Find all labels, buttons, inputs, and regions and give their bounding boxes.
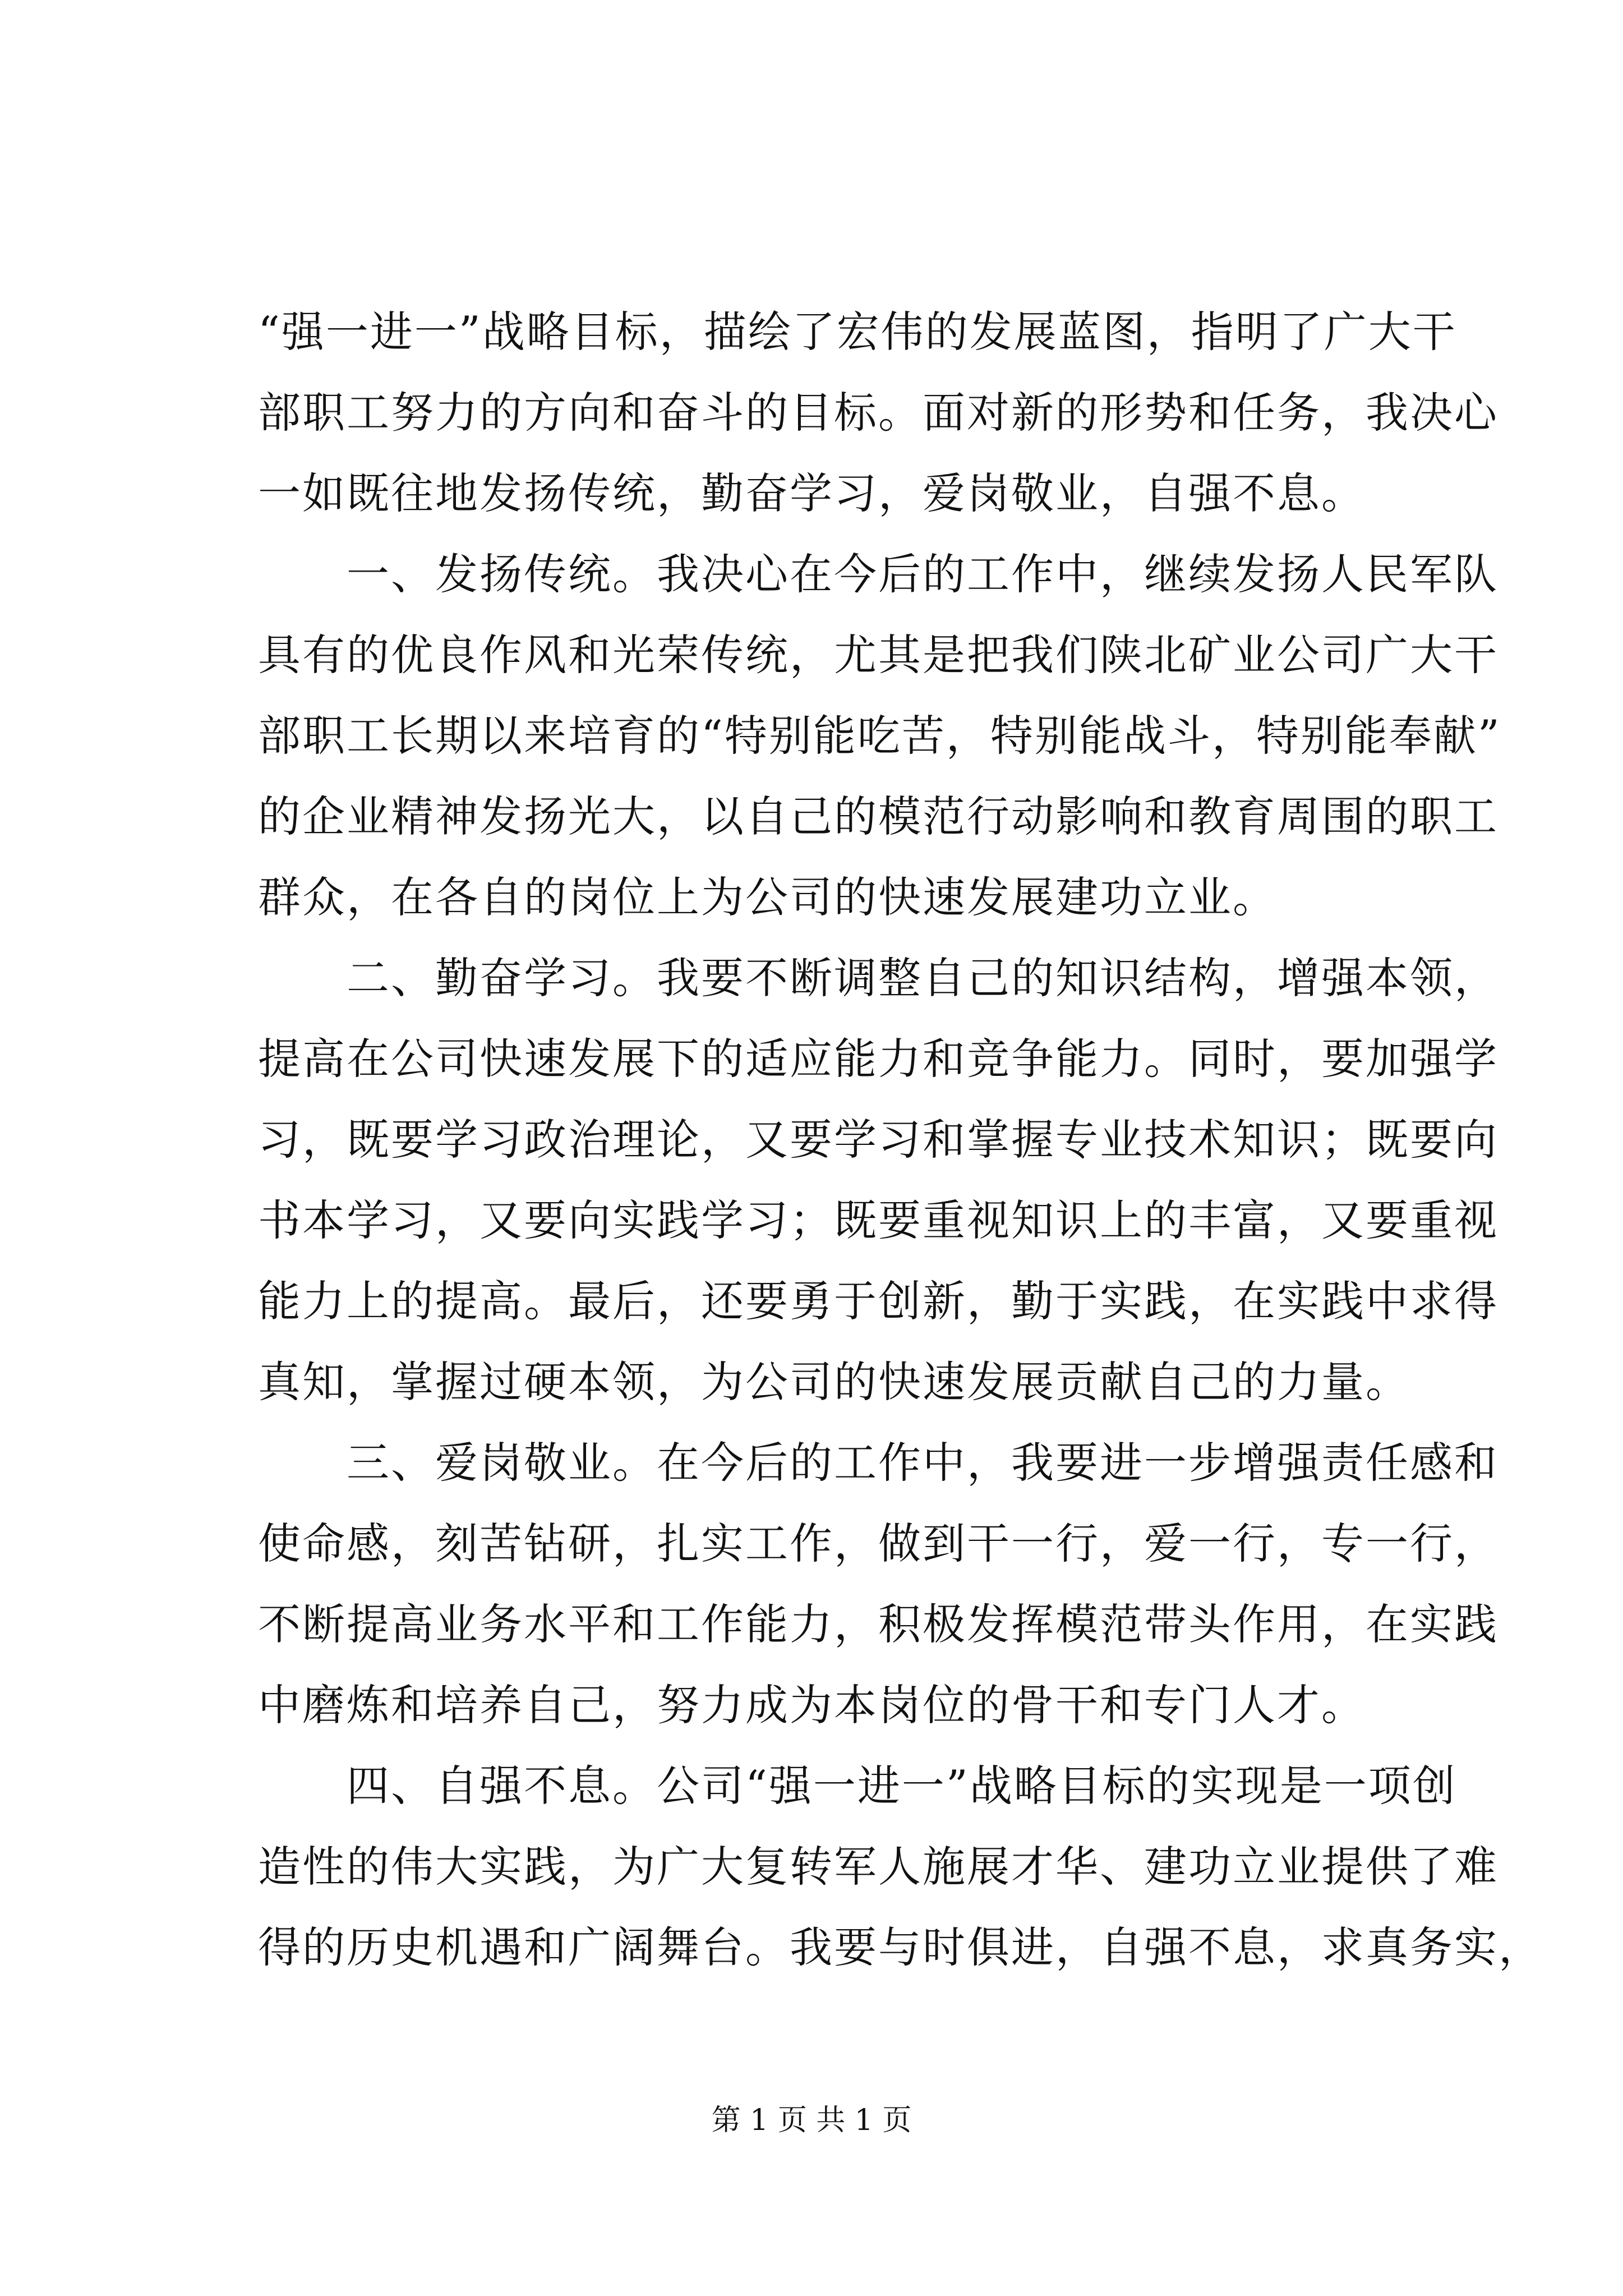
text-line: 部职工努力的方向和奋斗的目标。面对新的形势和任务，我决心 [258,388,1498,438]
text-line: 二、勤奋学习。我要不断调整自己的知识结构，增强本领， [258,953,1498,1003]
text-line: 三、爱岗敬业。在今后的工作中，我要进一步增强责任感和 [258,1438,1498,1488]
text-line: 的企业精神发扬光大，以自己的模范行动影响和教育周围的职工 [258,792,1498,841]
text-line: 能力上的提高。最后，还要勇于创新，勤于实践，在实践中求得 [258,1276,1498,1326]
text-line: 使命感，刻苦钻研，扎实工作，做到干一行，爱一行，专一行， [258,1519,1498,1568]
text-line: 不断提高业务水平和工作能力，积极发挥模范带头作用，在实践 [258,1599,1498,1649]
text-line: 部职工长期以来培育的“特别能吃苦，特别能战斗，特别能奉献” [258,711,1501,761]
text-line: 提高在公司快速发展下的适应能力和竞争能力。同时，要加强学 [258,1034,1498,1084]
text-line: 习，既要学习政治理论，又要学习和掌握专业技术知识；既要向 [258,1115,1498,1165]
body-text [258,292,1543,1988]
text-line: “强一进一”战略目标，描绘了宏伟的发展蓝图，指明了广大干 [258,307,1457,357]
text-line: 四、自强不息。公司“强一进一”战略目标的实现是一项创 [258,1761,1457,1811]
page-footer: 第 1 页 共 1 页 [711,2104,912,2137]
text-line: 造性的伟大实践，为广大复转军人施展才华、建功立业提供了难 [258,1842,1498,1892]
text-line: 群众，在各自的岗位上为公司的快速发展建功立业。 [258,872,1277,922]
text-line: 中磨炼和培养自己，努力成为本岗位的骨干和专门人才。 [258,1680,1366,1730]
text-line: 书本学习，又要向实践学习；既要重视知识上的丰富，又要重视 [258,1195,1498,1245]
text-line: 一如既往地发扬传统，勤奋学习，爱岗敬业，自强不息。 [258,468,1366,518]
text-line: 真知，掌握过硬本领，为公司的快速发展贡献自己的力量。 [258,1357,1410,1407]
text-line: 得的历史机遇和广阔舞台。我要与时俱进，自强不息，求真务实， [258,1922,1543,1972]
text-line: 具有的优良作风和光荣传统，尤其是把我们陕北矿业公司广大干 [258,630,1498,680]
text-line: 一、发扬传统。我决心在今后的工作中，继续发扬人民军队 [258,549,1498,599]
